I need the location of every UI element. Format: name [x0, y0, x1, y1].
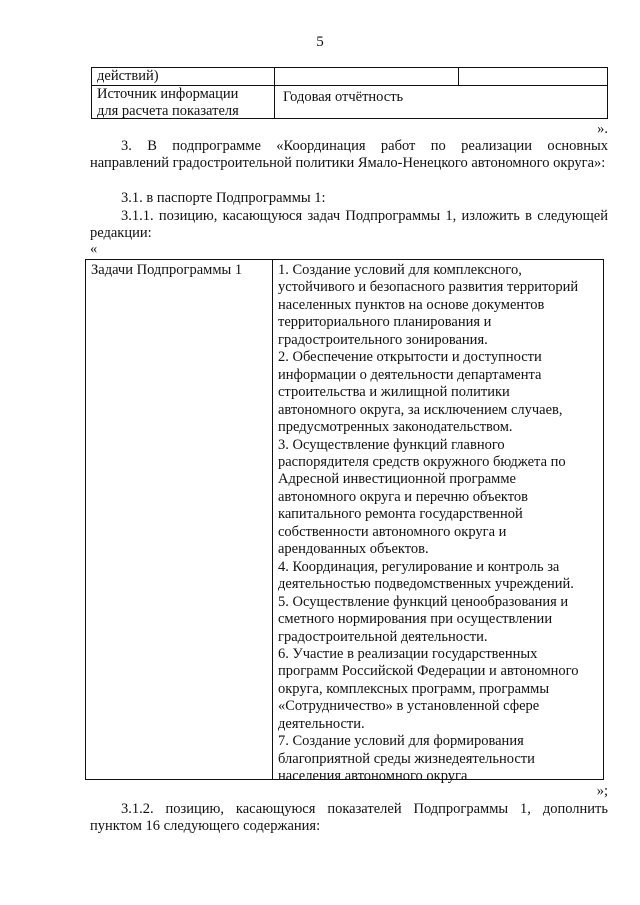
- paragraph-3-1-1: 3.1.1. позицию, касающуюся задач Подпрограммы 1, изложить в следующей редакции:: [90, 208, 608, 241]
- tasks-line: автономного округа и перечню объектов: [278, 488, 529, 505]
- tasks-line: 3. Осуществление функций главного: [278, 436, 505, 453]
- tasks-line: деятельности.: [278, 715, 365, 732]
- opening-quote: «: [90, 241, 98, 257]
- tasks-line: 7. Создание условий для формирования: [278, 733, 524, 750]
- tasks-line: строительства и жилищной политики: [278, 384, 510, 401]
- page-number: 5: [316, 34, 324, 50]
- table-cell-source-value: Годовая отчётность: [283, 89, 404, 105]
- tasks-line: деятельностью подведомственных учреждений.: [278, 576, 574, 593]
- paragraph-3: 3. В подпрограмме «Координация работ по реализации основных направлений градостроительной политики Ямало-Ненецкого автономного округа»:: [90, 138, 608, 171]
- tasks-line: распорядителя средств окружного бюджета по: [278, 453, 566, 470]
- table-cell-source-label-line1: Источник информации: [97, 86, 239, 102]
- tasks-line: информации о деятельности департамента: [278, 366, 542, 383]
- tasks-line: 4. Координация, регулирование и контроль за: [278, 558, 560, 575]
- closing-quote: ».: [597, 121, 608, 137]
- tasks-line: 2. Обеспечение открытости и доступности: [278, 349, 542, 366]
- tasks-table-label: Задачи Подпрограммы 1: [91, 262, 243, 278]
- tasks-line: территориального планирования и: [278, 314, 492, 331]
- tasks-line: 6. Участие в реализации государственных: [278, 645, 538, 662]
- tasks-line: арендованных объектов.: [278, 541, 429, 558]
- paragraph-3-1-2: 3.1.2. позицию, касающуюся показателей Подпрограммы 1, дополнить пунктом 16 следующего содержания:: [90, 801, 608, 834]
- tasks-table-column-divider: [272, 259, 273, 780]
- closing-quote-semicolon: »;: [596, 783, 608, 799]
- tasks-line: устойчивого и безопасного развития территорий: [278, 279, 579, 296]
- tasks-line: программ Российской Федерации и автономного: [278, 663, 579, 680]
- tasks-list: [278, 262, 598, 786]
- tasks-line: собственности автономного округа и: [278, 523, 507, 540]
- table-column-divider: [458, 67, 459, 85]
- tasks-line: автономного округа, за исключением случаев,: [278, 401, 563, 418]
- paragraph-3-1: 3.1. в паспорте Подпрограммы 1:: [121, 190, 326, 206]
- tasks-line: «Сотрудничество» в установленной сфере: [278, 698, 540, 715]
- tasks-line: благоприятной среды жизнедеятельности: [278, 750, 535, 767]
- tasks-line: предусмотренных законодательством.: [278, 419, 513, 436]
- tasks-line: градостроительной деятельности.: [278, 628, 488, 645]
- tasks-line: 5. Осуществление функций ценообразования и: [278, 593, 569, 610]
- tasks-line: капитального ремонта государственной: [278, 506, 523, 523]
- tasks-line: 1. Создание условий для комплексного,: [278, 262, 522, 278]
- tasks-line: населения автономного округа: [278, 768, 468, 785]
- tasks-line: населенных пунктов на основе документов: [278, 296, 545, 313]
- tasks-line: сметного нормирования при осуществлении: [278, 611, 553, 628]
- tasks-line: градостроительного зонирования.: [278, 331, 488, 348]
- table-column-divider: [274, 67, 275, 119]
- table-cell-source-label-line2: для расчета показателя: [97, 103, 239, 119]
- tasks-line: округа, комплексных программ, программы: [278, 680, 550, 697]
- tasks-line: Адресной инвестиционной программе: [278, 471, 516, 488]
- table-cell-actions: действий): [97, 68, 159, 84]
